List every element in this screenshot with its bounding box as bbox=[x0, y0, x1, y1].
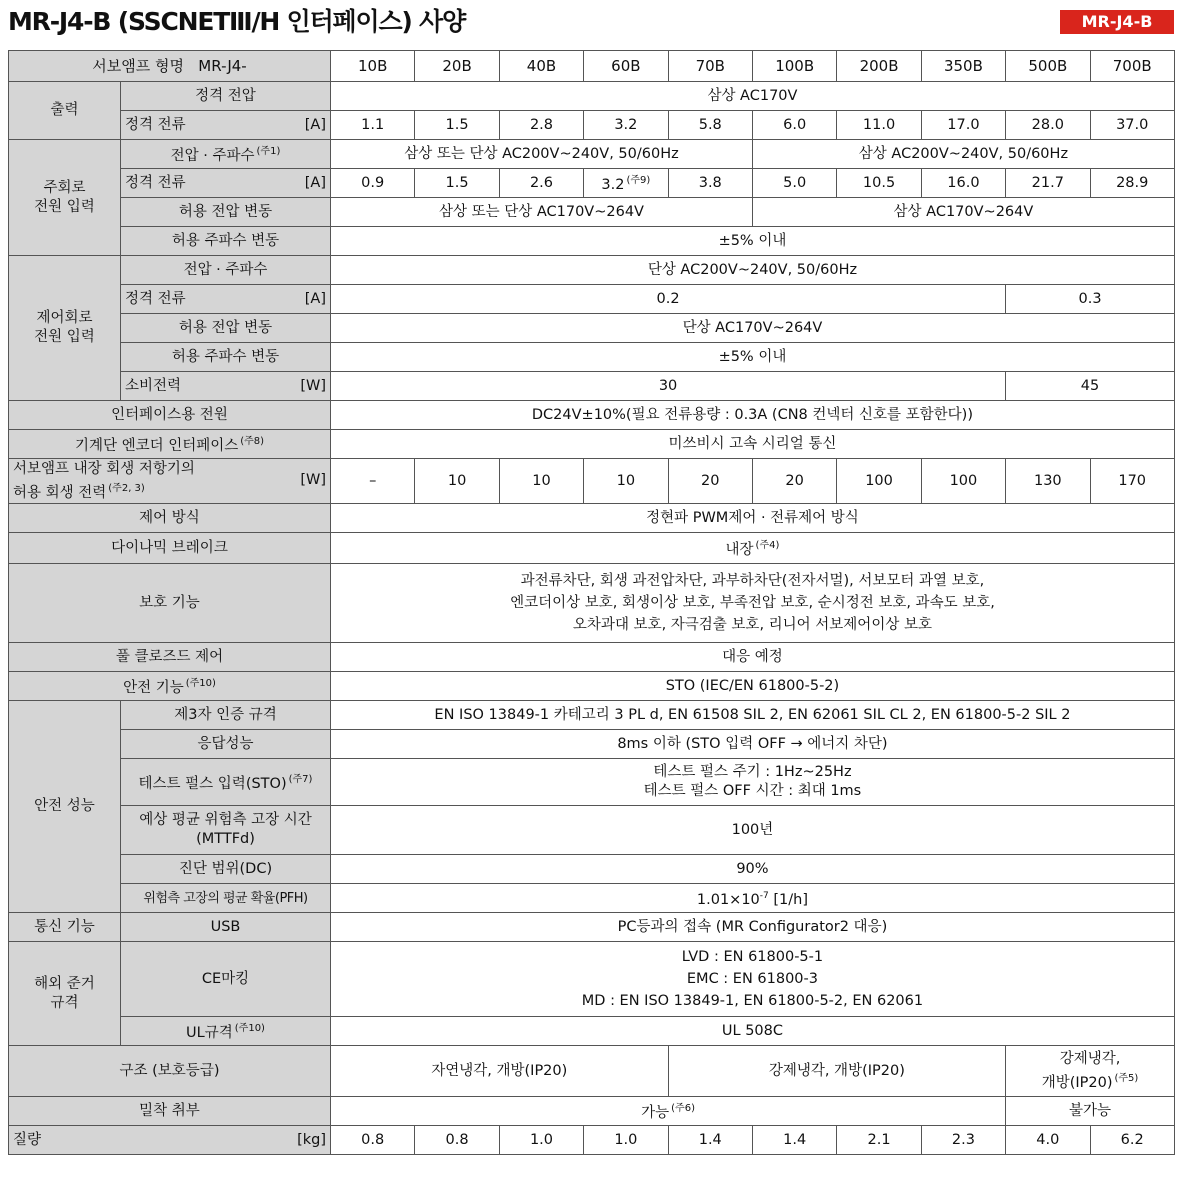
safety-pulse-line1: 테스트 펄스 주기 : 1Hz~25Hz bbox=[653, 764, 852, 780]
mass-value: 1.4 bbox=[752, 1126, 836, 1155]
main-current-value: 3.2 bbox=[601, 176, 625, 193]
comm-category: 통신 기능 bbox=[9, 913, 121, 942]
main-power-cat-line1: 주회로 bbox=[43, 179, 86, 196]
output-current-label-cell bbox=[121, 111, 331, 140]
encoder-if-note: (주8) bbox=[240, 436, 265, 448]
structure-forced-large-cell bbox=[1006, 1046, 1175, 1097]
main-freqvar-value: ±5% 이내 bbox=[331, 227, 1175, 256]
safety-func-note: (주10) bbox=[185, 678, 216, 690]
structure-label: 구조 (보호등급) bbox=[9, 1046, 331, 1097]
safety-mttfd-value: 100년 bbox=[331, 806, 1175, 855]
ul-value: UL 508C bbox=[331, 1017, 1175, 1046]
safety-func-label: 안전 기능 bbox=[123, 679, 184, 696]
protection-value-cell bbox=[331, 564, 1175, 643]
model-500b: 500B bbox=[1006, 51, 1090, 82]
safety-pulse-line2: 테스트 펄스 OFF 시간 : 최대 1ms bbox=[643, 783, 862, 799]
ce-line3: MD : EN ISO 13849-1, EN 61800-5-2, EN 62061 bbox=[581, 993, 924, 1009]
mass-value: 0.8 bbox=[415, 1126, 499, 1155]
mass-value: 1.0 bbox=[499, 1126, 583, 1155]
main-power-cat-line2: 전원 입력 bbox=[34, 198, 95, 215]
regen-unit: [W] bbox=[300, 472, 326, 489]
ce-value-cell bbox=[331, 942, 1175, 1017]
safety-func-row bbox=[9, 672, 1175, 701]
regen-label-line2: 허용 회생 전력 bbox=[13, 484, 107, 501]
output-current-value: 11.0 bbox=[837, 111, 921, 140]
mass-label: 질량 bbox=[13, 1131, 42, 1148]
output-category: 출력 bbox=[9, 82, 121, 140]
fully-closed-value: 대응 예정 bbox=[331, 643, 1175, 672]
protection-line3: 오차과대 보호, 자극검출 보호, 리니어 서보제어이상 보호 bbox=[572, 617, 932, 633]
main-current-label-cell bbox=[121, 169, 331, 198]
mass-value: 6.2 bbox=[1090, 1126, 1174, 1155]
page-header bbox=[0, 0, 1180, 44]
regen-value: 100 bbox=[837, 459, 921, 504]
regen-value: 170 bbox=[1090, 459, 1174, 504]
main-vf-label: 전압 · 주파수 bbox=[170, 147, 255, 164]
ctrl-current-small: 0.2 bbox=[331, 285, 1006, 314]
comm-value: PC등과의 접속 (MR Configurator2 대응) bbox=[331, 913, 1175, 942]
safety-response-value: 8ms 이하 (STO 입력 OFF → 에너지 차단) bbox=[331, 730, 1175, 759]
main-current-value: 1.5 bbox=[415, 169, 499, 198]
main-current-value: 16.0 bbox=[921, 169, 1005, 198]
safety-pfh-row bbox=[9, 884, 1175, 913]
safety-mttfd-line1: 예상 평균 위험측 고장 시간 bbox=[139, 812, 312, 828]
control-method-row bbox=[9, 504, 1175, 533]
safety-pulse-label-cell bbox=[121, 759, 331, 806]
regen-note: (주2, 3) bbox=[108, 482, 145, 494]
main-freqvar-row bbox=[9, 227, 1175, 256]
main-voltvar-small: 삼상 또는 단상 AC170V~264V bbox=[331, 198, 753, 227]
spec-table bbox=[8, 50, 1175, 1155]
safety-pulse-value-cell bbox=[331, 759, 1175, 806]
ctrl-current-unit: [A] bbox=[304, 290, 326, 307]
ctrl-current-label-cell bbox=[121, 285, 331, 314]
if-power-label: 인터페이스용 전원 bbox=[9, 401, 331, 430]
safety-response-row bbox=[9, 730, 1175, 759]
safety-pfh-unit: [1/h] bbox=[768, 891, 808, 908]
output-current-value: 17.0 bbox=[921, 111, 1005, 140]
page-title: MR-J4-B (SSCNETⅢ/H 인터페이스) 사양 bbox=[8, 7, 466, 36]
output-current-value: 6.0 bbox=[752, 111, 836, 140]
ctrl-voltvar-row bbox=[9, 314, 1175, 343]
mass-value: 1.4 bbox=[668, 1126, 752, 1155]
main-vf-note: (주1) bbox=[256, 146, 281, 158]
ctrl-freqvar-row bbox=[9, 343, 1175, 372]
if-power-row bbox=[9, 401, 1175, 430]
dynamic-brake-row bbox=[9, 533, 1175, 564]
ctrl-consumption-label-cell bbox=[121, 372, 331, 401]
model-badge: MR-J4-B bbox=[1060, 10, 1174, 34]
ctrl-vf-value: 단상 AC200V~240V, 50/60Hz bbox=[331, 256, 1175, 285]
main-current-value: 10.5 bbox=[837, 169, 921, 198]
regen-value: 20 bbox=[752, 459, 836, 504]
protection-row bbox=[9, 564, 1175, 643]
structure-forced-large-line2: 개방(IP20) bbox=[1041, 1074, 1113, 1091]
main-current-value: 5.0 bbox=[752, 169, 836, 198]
overseas-cat-line1: 해외 준거 bbox=[34, 975, 95, 992]
safety-cert-label: 제3자 인증 규격 bbox=[121, 701, 331, 730]
main-vf-row bbox=[9, 140, 1175, 169]
mass-value: 1.0 bbox=[584, 1126, 668, 1155]
ctrl-consumption-label: 소비전력 bbox=[125, 377, 182, 394]
main-current-value: 28.9 bbox=[1090, 169, 1174, 198]
output-voltage-row bbox=[9, 82, 1175, 111]
ul-label: UL규격 bbox=[186, 1024, 233, 1041]
ce-row bbox=[9, 942, 1175, 1017]
safety-perf-category: 안전 성능 bbox=[9, 701, 121, 913]
model-60b: 60B bbox=[584, 51, 668, 82]
safety-dc-value: 90% bbox=[331, 855, 1175, 884]
output-current-value: 5.8 bbox=[668, 111, 752, 140]
output-current-row bbox=[9, 111, 1175, 140]
ctrl-freqvar-value: ±5% 이내 bbox=[331, 343, 1175, 372]
safety-response-label: 응답성능 bbox=[121, 730, 331, 759]
main-voltvar-label: 허용 전압 변동 bbox=[121, 198, 331, 227]
safety-cert-value: EN ISO 13849-1 카테고리 3 PL d, EN 61508 SIL 2, EN 62061 SIL CL 2, EN 61800-5-2 SIL 2 bbox=[331, 701, 1175, 730]
safety-pfh-value-cell bbox=[331, 884, 1175, 913]
control-method-value: 정현파 PWM제어 · 전류제어 방식 bbox=[331, 504, 1175, 533]
regen-value: 100 bbox=[921, 459, 1005, 504]
ctrl-current-large: 0.3 bbox=[1006, 285, 1175, 314]
overseas-category bbox=[9, 942, 121, 1046]
safety-pfh-label: 위험측 고장의 평균 확율(PFH) bbox=[121, 884, 331, 913]
output-voltage-label: 정격 전압 bbox=[121, 82, 331, 111]
regen-row bbox=[9, 459, 1175, 504]
safety-dc-label: 진단 범위(DC) bbox=[121, 855, 331, 884]
model-20b: 20B bbox=[415, 51, 499, 82]
overseas-cat-line2: 규격 bbox=[50, 994, 79, 1011]
ctrl-freqvar-label: 허용 주파수 변동 bbox=[121, 343, 331, 372]
dynamic-brake-note: (주4) bbox=[755, 540, 780, 552]
protection-line1: 과전류차단, 회생 과전압차단, 과부하차단(전자서멀), 서보모터 과열 보호, bbox=[520, 573, 985, 589]
safety-func-label-cell bbox=[9, 672, 331, 701]
main-power-category bbox=[9, 140, 121, 256]
safety-pulse-row bbox=[9, 759, 1175, 806]
if-power-value: DC24V±10%(필요 전류용량 : 0.3A (CN8 컨넥터 신호를 포함한다)) bbox=[331, 401, 1175, 430]
encoder-if-label-cell bbox=[9, 430, 331, 459]
dynamic-brake-label: 다이나믹 브레이크 bbox=[9, 533, 331, 564]
ctrl-consumption-small: 30 bbox=[331, 372, 1006, 401]
ctrl-current-row bbox=[9, 285, 1175, 314]
model-10b: 10B bbox=[331, 51, 415, 82]
regen-value: 10 bbox=[499, 459, 583, 504]
safety-mttfd-row bbox=[9, 806, 1175, 855]
output-current-value: 1.1 bbox=[331, 111, 415, 140]
main-current-label: 정격 전류 bbox=[125, 174, 186, 191]
fully-closed-label: 풀 클로즈드 제어 bbox=[9, 643, 331, 672]
output-current-value: 2.8 bbox=[499, 111, 583, 140]
control-power-cat-line2: 전원 입력 bbox=[34, 329, 95, 345]
close-mount-possible-note: (주6) bbox=[671, 1103, 695, 1115]
safety-func-value: STO (IEC/EN 61800-5-2) bbox=[331, 672, 1175, 701]
main-vf-small: 삼상 또는 단상 AC200V~240V, 50/60Hz bbox=[331, 140, 753, 169]
output-current-value: 28.0 bbox=[1006, 111, 1090, 140]
structure-forced: 강제냉각, 개방(IP20) bbox=[668, 1046, 1006, 1097]
main-current-value: 2.6 bbox=[499, 169, 583, 198]
main-current-value: 0.9 bbox=[331, 169, 415, 198]
structure-forced-large-note: (주5) bbox=[1114, 1072, 1139, 1084]
fully-closed-row bbox=[9, 643, 1175, 672]
model-350b: 350B bbox=[921, 51, 1005, 82]
protection-label: 보호 기능 bbox=[9, 564, 331, 643]
main-voltvar-large: 삼상 AC170V~264V bbox=[752, 198, 1174, 227]
ctrl-voltvar-label: 허용 전압 변동 bbox=[121, 314, 331, 343]
control-power-cat-line1: 제어회로 bbox=[36, 310, 93, 326]
safety-pulse-label: 테스트 펄스 입력(STO) bbox=[138, 775, 287, 792]
safety-dc-row bbox=[9, 855, 1175, 884]
output-current-unit: [A] bbox=[304, 116, 326, 133]
regen-value: 10 bbox=[415, 459, 499, 504]
ctrl-current-label: 정격 전류 bbox=[125, 290, 186, 307]
ctrl-voltvar-value: 단상 AC170V~264V bbox=[331, 314, 1175, 343]
safety-cert-row bbox=[9, 701, 1175, 730]
structure-row bbox=[9, 1046, 1175, 1097]
ul-note: (주10) bbox=[234, 1023, 265, 1035]
output-current-value: 37.0 bbox=[1090, 111, 1174, 140]
close-mount-impossible: 불가능 bbox=[1006, 1097, 1175, 1126]
protection-line2: 엔코더이상 보호, 회생이상 보호, 부족전압 보호, 순시정전 보호, 과속도 보호, bbox=[510, 595, 995, 611]
regen-value: 10 bbox=[584, 459, 668, 504]
regen-value: 20 bbox=[668, 459, 752, 504]
regen-value: 130 bbox=[1006, 459, 1090, 504]
safety-mttfd-line2: (MTTFd) bbox=[196, 831, 255, 847]
close-mount-label: 밀착 취부 bbox=[9, 1097, 331, 1126]
main-current-value: 3.8 bbox=[668, 169, 752, 198]
ul-row bbox=[9, 1017, 1175, 1046]
model-70b: 70B bbox=[668, 51, 752, 82]
comm-label: USB bbox=[121, 913, 331, 942]
mass-value: 2.3 bbox=[921, 1126, 1005, 1155]
control-power-category bbox=[9, 256, 121, 401]
main-vf-label-cell bbox=[121, 140, 331, 169]
dynamic-brake-value: 내장 bbox=[725, 541, 754, 558]
model-200b: 200B bbox=[837, 51, 921, 82]
encoder-if-value: 미쓰비시 고속 시리얼 통신 bbox=[331, 430, 1175, 459]
main-freqvar-label: 허용 주파수 변동 bbox=[121, 227, 331, 256]
main-current-value-noted bbox=[584, 169, 668, 198]
mass-value: 4.0 bbox=[1006, 1126, 1090, 1155]
close-mount-row bbox=[9, 1097, 1175, 1126]
safety-pulse-note: (주7) bbox=[288, 774, 313, 786]
mass-value: 0.8 bbox=[331, 1126, 415, 1155]
model-700b: 700B bbox=[1090, 51, 1174, 82]
encoder-if-row bbox=[9, 430, 1175, 459]
ce-label: CE마킹 bbox=[121, 942, 331, 1017]
ctrl-vf-row bbox=[9, 256, 1175, 285]
ul-label-cell bbox=[121, 1017, 331, 1046]
output-current-value: 3.2 bbox=[584, 111, 668, 140]
encoder-if-label: 기계단 엔코더 인터페이스 bbox=[74, 437, 239, 454]
regen-label-cell bbox=[9, 459, 331, 504]
output-current-label: 정격 전류 bbox=[125, 116, 186, 133]
control-method-label: 제어 방식 bbox=[9, 504, 331, 533]
dynamic-brake-value-cell bbox=[331, 533, 1175, 564]
model-row bbox=[9, 51, 1175, 82]
mass-value: 2.1 bbox=[837, 1126, 921, 1155]
ctrl-consumption-row bbox=[9, 372, 1175, 401]
safety-pfh-base: 1.01×10 bbox=[696, 891, 760, 908]
main-current-note: (주9) bbox=[626, 175, 651, 187]
model-header-label: 서보앰프 형명 MR-J4- bbox=[9, 51, 331, 82]
ctrl-vf-label: 전압 · 주파수 bbox=[121, 256, 331, 285]
ce-line2: EMC : EN 61800-3 bbox=[686, 971, 818, 987]
ctrl-consumption-large: 45 bbox=[1006, 372, 1175, 401]
safety-pfh-exp: -7 bbox=[759, 890, 769, 901]
output-voltage-value: 삼상 AC170V bbox=[331, 82, 1175, 111]
structure-forced-large-line1: 강제냉각, bbox=[1059, 1050, 1121, 1067]
mass-row bbox=[9, 1126, 1175, 1155]
close-mount-possible: 가능 bbox=[641, 1104, 670, 1121]
ctrl-consumption-unit: [W] bbox=[300, 377, 326, 394]
comm-row bbox=[9, 913, 1175, 942]
safety-mttfd-label-cell bbox=[121, 806, 331, 855]
main-vf-large: 삼상 AC200V~240V, 50/60Hz bbox=[752, 140, 1174, 169]
structure-natural: 자연냉각, 개방(IP20) bbox=[331, 1046, 669, 1097]
mass-label-cell bbox=[9, 1126, 331, 1155]
model-40b: 40B bbox=[499, 51, 583, 82]
main-voltvar-row bbox=[9, 198, 1175, 227]
main-current-value: 21.7 bbox=[1006, 169, 1090, 198]
regen-label-line1: 서보앰프 내장 회생 저항기의 bbox=[13, 460, 195, 477]
output-current-value: 1.5 bbox=[415, 111, 499, 140]
main-current-row bbox=[9, 169, 1175, 198]
mass-unit: [kg] bbox=[297, 1131, 326, 1148]
model-100b: 100B bbox=[752, 51, 836, 82]
regen-value: – bbox=[331, 459, 415, 504]
ce-line1: LVD : EN 61800-5-1 bbox=[681, 949, 824, 965]
main-current-unit: [A] bbox=[304, 174, 326, 191]
close-mount-possible-cell bbox=[331, 1097, 1006, 1126]
